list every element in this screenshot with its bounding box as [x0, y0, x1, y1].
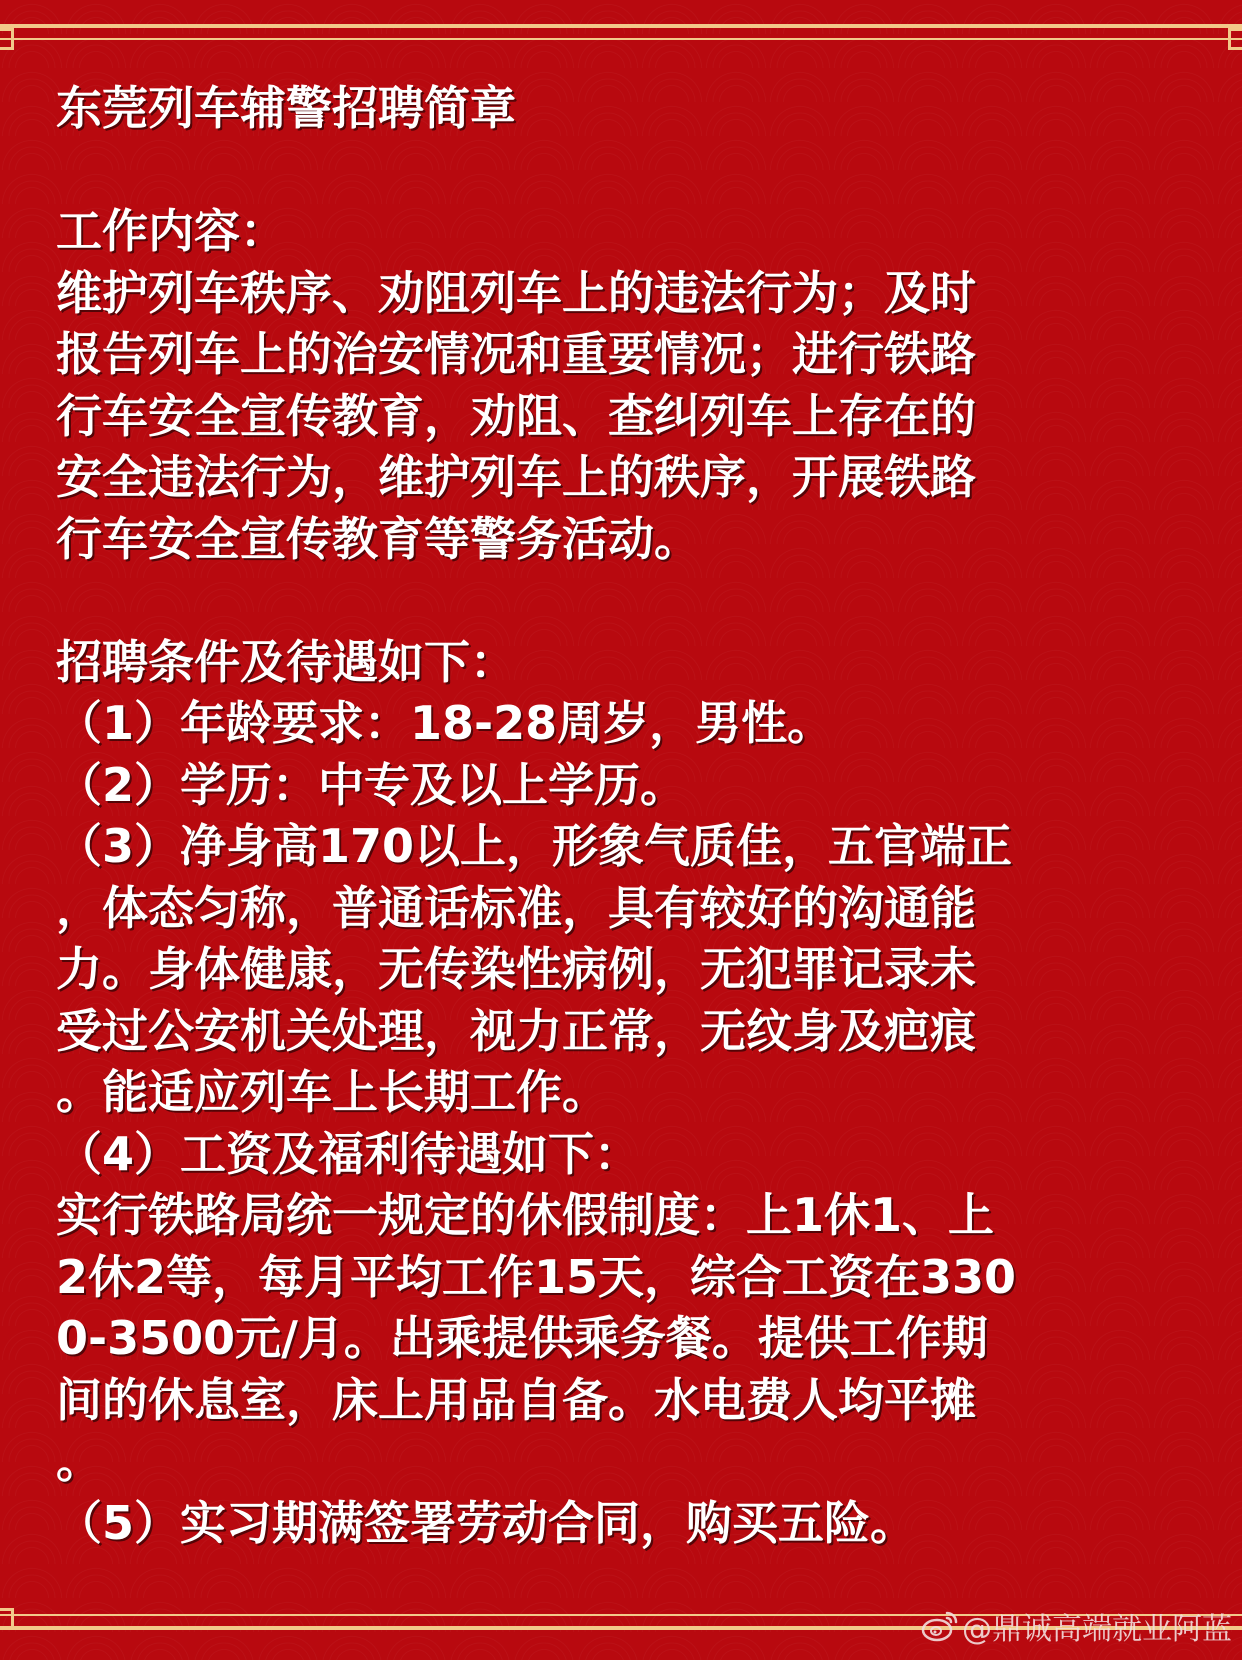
requirements-text [56, 693, 1196, 1554]
salary-heading-line: （4）工资及福利待遇如下： [56, 1126, 641, 1181]
requirement-line: 。能适应列车上长期工作。 [56, 1065, 608, 1119]
requirement-line: （2）学历：中专及以上学历。 [56, 757, 687, 812]
contract-line: （5）实习期满签署劳动合同，购买五险。 [56, 1495, 917, 1550]
requirement-line: 受过公安机关处理，视力正常，无纹身及疤痕 [56, 1003, 976, 1058]
job-content-text [56, 263, 1196, 571]
requirement-line: 力。身体健康，无传染性病例，无犯罪记录未 [56, 942, 976, 996]
requirement-line: （3）净身高170以上，形象气质佳，五官端正 [56, 819, 1013, 873]
job-content-line: 行车安全宣传教育等警务活动。 [56, 511, 700, 566]
watermark-text: @鼎诚高端就业阿蓝 [962, 1612, 1232, 1647]
job-content-line: 行车安全宣传教育，劝阻、查纠列车上存在的 [56, 388, 976, 443]
job-content-line: 安全违法行为，维护列车上的秩序，开展铁路 [56, 450, 976, 504]
spacer [56, 570, 1196, 632]
job-content-heading: 工作内容： [56, 204, 286, 258]
requirement-line: （1）年龄要求：18-28周岁，男性。 [56, 696, 834, 750]
requirement-line: ，体态匀称，普通话标准，具有较好的沟通能 [56, 880, 976, 935]
salary-line: 间的休息室，床上用品自备。水电费人均平摊 [56, 1372, 976, 1427]
weibo-icon [920, 1609, 960, 1643]
weibo-watermark [920, 1604, 1232, 1648]
job-content-line: 报告列车上的治安情况和重要情况；进行铁路 [56, 327, 976, 381]
bottom-left-corner-ornament [0, 1608, 14, 1630]
requirements-heading: 招聘条件及待遇如下： [56, 634, 516, 689]
top-left-corner-ornament [0, 28, 14, 50]
salary-line: 0-3500元/月。出乘提供乘务餐。提供工作期 [56, 1311, 988, 1365]
salary-line: 实行铁路局统一规定的休假制度：上1休1、上 [56, 1188, 995, 1242]
top-border [0, 24, 1242, 28]
top-right-corner-ornament [1228, 28, 1242, 50]
job-content-line: 维护列车秩序、劝阻列车上的违法行为；及时 [56, 265, 976, 320]
top-border-inner [0, 38, 1242, 40]
salary-line: 。 [56, 1434, 102, 1488]
poster-content [56, 78, 1196, 1554]
salary-line: 2休2等，每月平均工作15天，综合工资在330 [56, 1249, 1017, 1304]
poster-title: 东莞列车辅警招聘简章 [56, 81, 516, 135]
spacer [56, 140, 1196, 202]
